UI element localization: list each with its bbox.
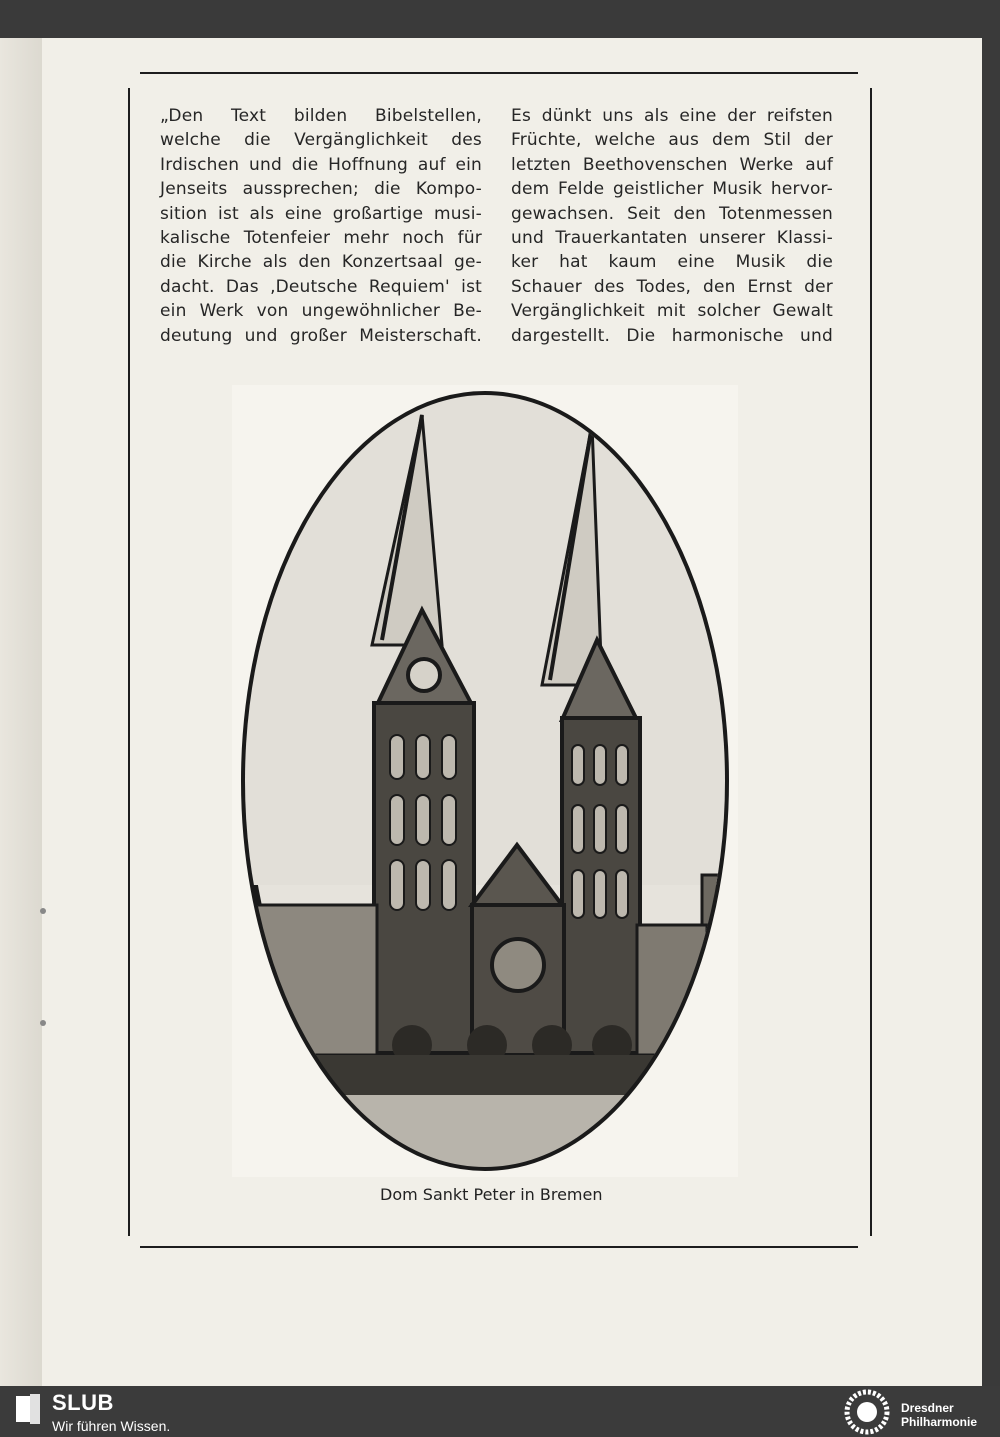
- text-line: dacht. Das ‚Deutsche Requiem' ist: [160, 276, 482, 297]
- cathedral-illustration: [232, 385, 738, 1177]
- library-tagline: Wir führen Wissen.: [52, 1418, 171, 1434]
- text-line: Früchte, welche aus dem Stil der: [511, 130, 833, 151]
- text-line: letzten Beethovenschen Werke auf: [511, 154, 833, 175]
- partner-name-line2: Philharmonie: [901, 1415, 978, 1429]
- text-line: sition ist als eine großartige musi-: [160, 203, 482, 224]
- text-line: ein Werk von ungewöhnlicher Be-: [160, 301, 482, 322]
- figure-caption: Dom Sankt Peter in Bremen: [380, 1185, 603, 1204]
- text-line: gewachsen. Seit den Totenmessen: [511, 203, 833, 224]
- text-line: und Trauerkantaten unserer Klassi-: [511, 228, 833, 249]
- binding-staple-mark: [40, 1020, 46, 1026]
- text-column-right: [511, 104, 833, 348]
- bottom-rule: [140, 1246, 858, 1248]
- frame-left-line: [128, 88, 130, 1236]
- slub-logo-icon: [14, 1392, 42, 1426]
- text-line: welche die Vergänglichkeit des: [160, 130, 482, 151]
- text-line: Jenseits aussprechen; die Kompo-: [160, 179, 482, 200]
- library-name[interactable]: SLUB: [52, 1390, 114, 1415]
- text-line: Es dünkt uns als eine der reifsten: [511, 106, 833, 126]
- text-line: kalische Totenfeier mehr noch für: [160, 228, 482, 249]
- binding-staple-mark: [40, 908, 46, 914]
- top-rule: [140, 72, 858, 74]
- text-line: „Den Text bilden Bibelstellen,: [160, 106, 482, 126]
- text-line: Irdischen und die Hoffnung auf ein: [160, 154, 482, 175]
- frame-right-line: [870, 88, 872, 1236]
- text-line: dem Felde geistlicher Musik hervor-: [511, 179, 833, 200]
- text-column-left: [160, 104, 482, 348]
- text-line: Vergänglichkeit mit solcher Gewalt: [511, 301, 833, 322]
- page-binding-margin: [0, 38, 42, 1386]
- text-line: dargestellt. Die harmonische und: [511, 325, 833, 346]
- dresdner-philharmonie-logo-icon[interactable]: [842, 1388, 892, 1436]
- text-line: die Kirche als den Konzertsaal ge-: [160, 252, 482, 273]
- text-line: deutung und großer Meisterschaft.: [160, 325, 482, 346]
- text-line: ker hat kaum eine Musik die: [511, 252, 833, 273]
- partner-name-line1: Dresdner: [901, 1401, 954, 1415]
- text-line: Schauer des Todes, den Ernst der: [511, 276, 833, 297]
